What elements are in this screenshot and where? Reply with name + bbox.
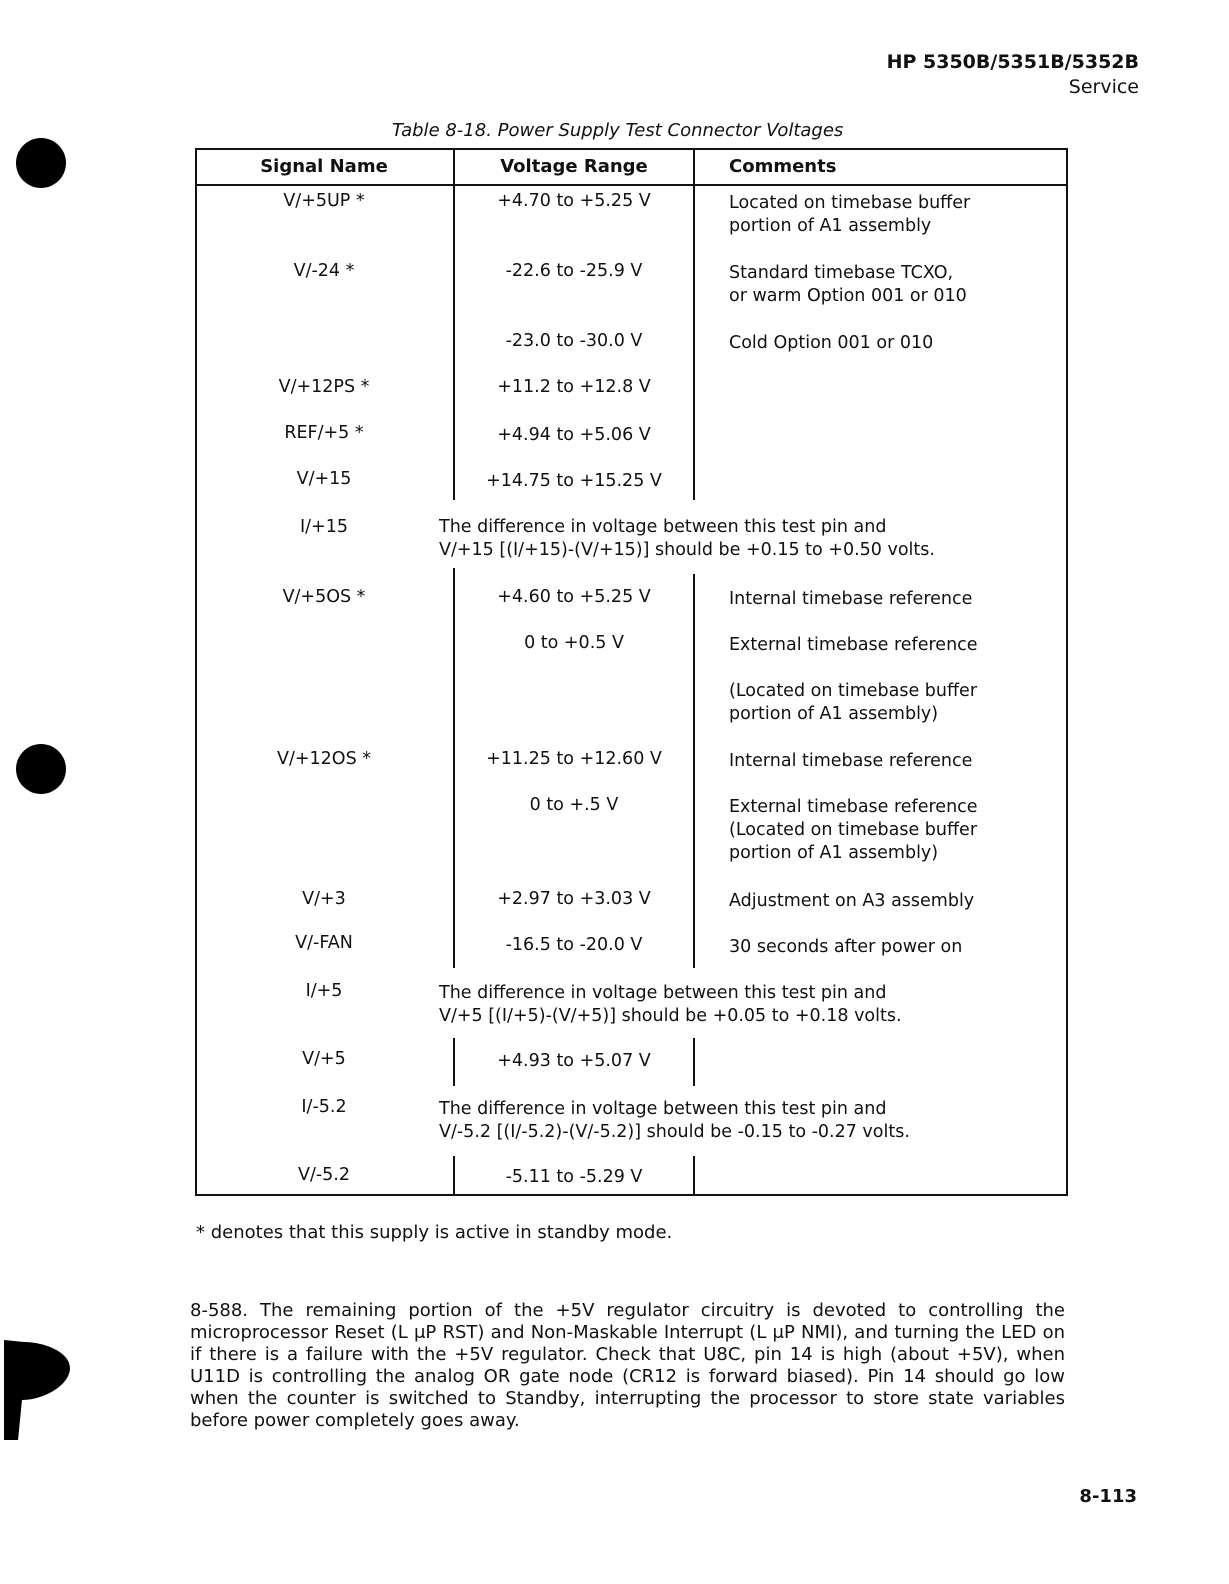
signal-cell: V/+5UP * bbox=[283, 191, 365, 211]
span-line: V/-5.2 [(I/-5.2)-(V/-5.2)] should be -0.15 to -0.27 volts. bbox=[439, 1122, 910, 1142]
signal-cell: I/+15 bbox=[300, 517, 348, 537]
comment-line: (Located on timebase buffer bbox=[729, 681, 978, 701]
span-line: The difference in voltage between this test pin and bbox=[439, 1099, 887, 1119]
binder-hole-middle bbox=[16, 744, 66, 794]
signal-cell: V/-24 * bbox=[293, 261, 355, 281]
signal-cell: I/+5 bbox=[305, 981, 343, 1001]
comment-cell bbox=[729, 192, 1059, 238]
signal-cell: V/+12PS * bbox=[278, 377, 370, 397]
comment-cell bbox=[729, 332, 1059, 355]
signal-cell: V/-5.2 bbox=[297, 1165, 350, 1185]
span-line: V/+15 [(I/+15)-(V/+15)] should be +0.15 to +0.50 volts. bbox=[439, 540, 935, 560]
signal-cell: I/-5.2 bbox=[301, 1097, 347, 1117]
range-cell: -5.11 to -5.29 V bbox=[505, 1167, 643, 1187]
comment-cell bbox=[729, 750, 1059, 773]
comment-cell bbox=[729, 262, 1059, 308]
range-cell: +4.93 to +5.07 V bbox=[497, 1051, 651, 1071]
comment-line: Located on timebase buffer bbox=[729, 193, 971, 213]
comment-line: portion of A1 assembly bbox=[729, 216, 932, 236]
comment-line: Adjustment on A3 assembly bbox=[729, 891, 975, 911]
comment-line: (Located on timebase buffer bbox=[729, 820, 978, 840]
range-cell: 0 to +0.5 V bbox=[524, 633, 624, 653]
section-title: Service bbox=[1068, 76, 1139, 98]
model-title: HP 5350B/5351B/5352B bbox=[886, 51, 1139, 73]
col-header-range: Voltage Range bbox=[500, 156, 648, 177]
comment-line: Standard timebase TCXO, bbox=[729, 263, 954, 283]
col-header-comments: Comments bbox=[729, 156, 837, 177]
comment-line: Cold Option 001 or 010 bbox=[729, 333, 934, 353]
span-note bbox=[439, 516, 1059, 562]
range-cell: +4.60 to +5.25 V bbox=[497, 587, 651, 607]
table-caption: Table 8-18. Power Supply Test Connector Voltages bbox=[392, 120, 844, 141]
range-cell: -16.5 to -20.0 V bbox=[505, 935, 643, 955]
comment-line: Internal timebase reference bbox=[729, 589, 973, 609]
comment-cell bbox=[729, 890, 1059, 913]
body-paragraph: 8-588. The remaining portion of the +5V regulator circuitry is devoted to controlling the microprocessor Reset (L μP RST) and Non-Maskable Interrupt (L μP NMI), and turning the LED on if there is a failure with the +5V regulator. Check that U8C, pin 14 is high (about +5V), when U11D is controlling the analog OR gate node (CR12 is forward biased). Pin 14 should go low when the counter is switched to Standby, interrupting the processor to store state variables before power completely goes away. bbox=[190, 1300, 1065, 1431]
comment-line: External timebase reference bbox=[729, 797, 978, 817]
page-number: 8-113 bbox=[1079, 1486, 1137, 1507]
comment-line: or warm Option 001 or 010 bbox=[729, 286, 967, 306]
signal-cell: REF/+5 * bbox=[284, 423, 364, 443]
range-cell: +11.2 to +12.8 V bbox=[497, 377, 651, 397]
span-line: The difference in voltage between this test pin and bbox=[439, 517, 887, 537]
binder-hole-bottom bbox=[4, 1340, 72, 1440]
comment-line: External timebase reference bbox=[729, 635, 978, 655]
signal-cell: V/+5OS * bbox=[282, 587, 366, 607]
comment-cell bbox=[729, 796, 1059, 865]
span-line: V/+5 [(I/+5)-(V/+5)] should be +0.05 to +0.18 volts. bbox=[439, 1006, 902, 1026]
signal-cell: V/+12OS * bbox=[277, 749, 371, 769]
header-rule bbox=[197, 184, 1066, 186]
range-cell: +2.97 to +3.03 V bbox=[497, 889, 651, 909]
range-cell: -23.0 to -30.0 V bbox=[505, 331, 643, 351]
comment-cell bbox=[729, 634, 1059, 657]
signal-cell: V/+15 bbox=[296, 469, 352, 489]
binder-hole-top bbox=[16, 138, 66, 188]
comment-cell bbox=[729, 936, 1059, 959]
comment-line: Internal timebase reference bbox=[729, 751, 973, 771]
col-divider bbox=[693, 1038, 695, 1086]
signal-cell: V/+3 bbox=[302, 889, 346, 909]
comment-line: portion of A1 assembly) bbox=[729, 843, 939, 863]
comment-line: 30 seconds after power on bbox=[729, 937, 963, 957]
comment-cell bbox=[729, 680, 1059, 726]
col-divider bbox=[693, 1156, 695, 1196]
range-cell: -22.6 to -25.9 V bbox=[505, 261, 643, 281]
span-line: The difference in voltage between this test pin and bbox=[439, 983, 887, 1003]
signal-cell: V/+5 bbox=[302, 1049, 346, 1069]
span-note bbox=[439, 1098, 1059, 1144]
col-header-signal: Signal Name bbox=[260, 156, 388, 177]
range-cell: +11.25 to +12.60 V bbox=[486, 749, 662, 769]
col-divider bbox=[693, 150, 695, 500]
col-divider bbox=[693, 574, 695, 968]
voltage-table bbox=[195, 148, 1068, 1196]
comment-line: portion of A1 assembly) bbox=[729, 704, 939, 724]
range-cell: +14.75 to +15.25 V bbox=[486, 471, 662, 491]
range-cell: +4.94 to +5.06 V bbox=[497, 425, 651, 445]
range-cell: +4.70 to +5.25 V bbox=[497, 191, 651, 211]
range-cell: 0 to +.5 V bbox=[529, 795, 619, 815]
signal-cell: V/-FAN bbox=[295, 933, 353, 953]
page-header bbox=[887, 50, 1139, 100]
comment-cell bbox=[729, 588, 1059, 611]
span-note bbox=[439, 982, 1059, 1028]
footnote: * denotes that this supply is active in standby mode. bbox=[196, 1222, 673, 1243]
